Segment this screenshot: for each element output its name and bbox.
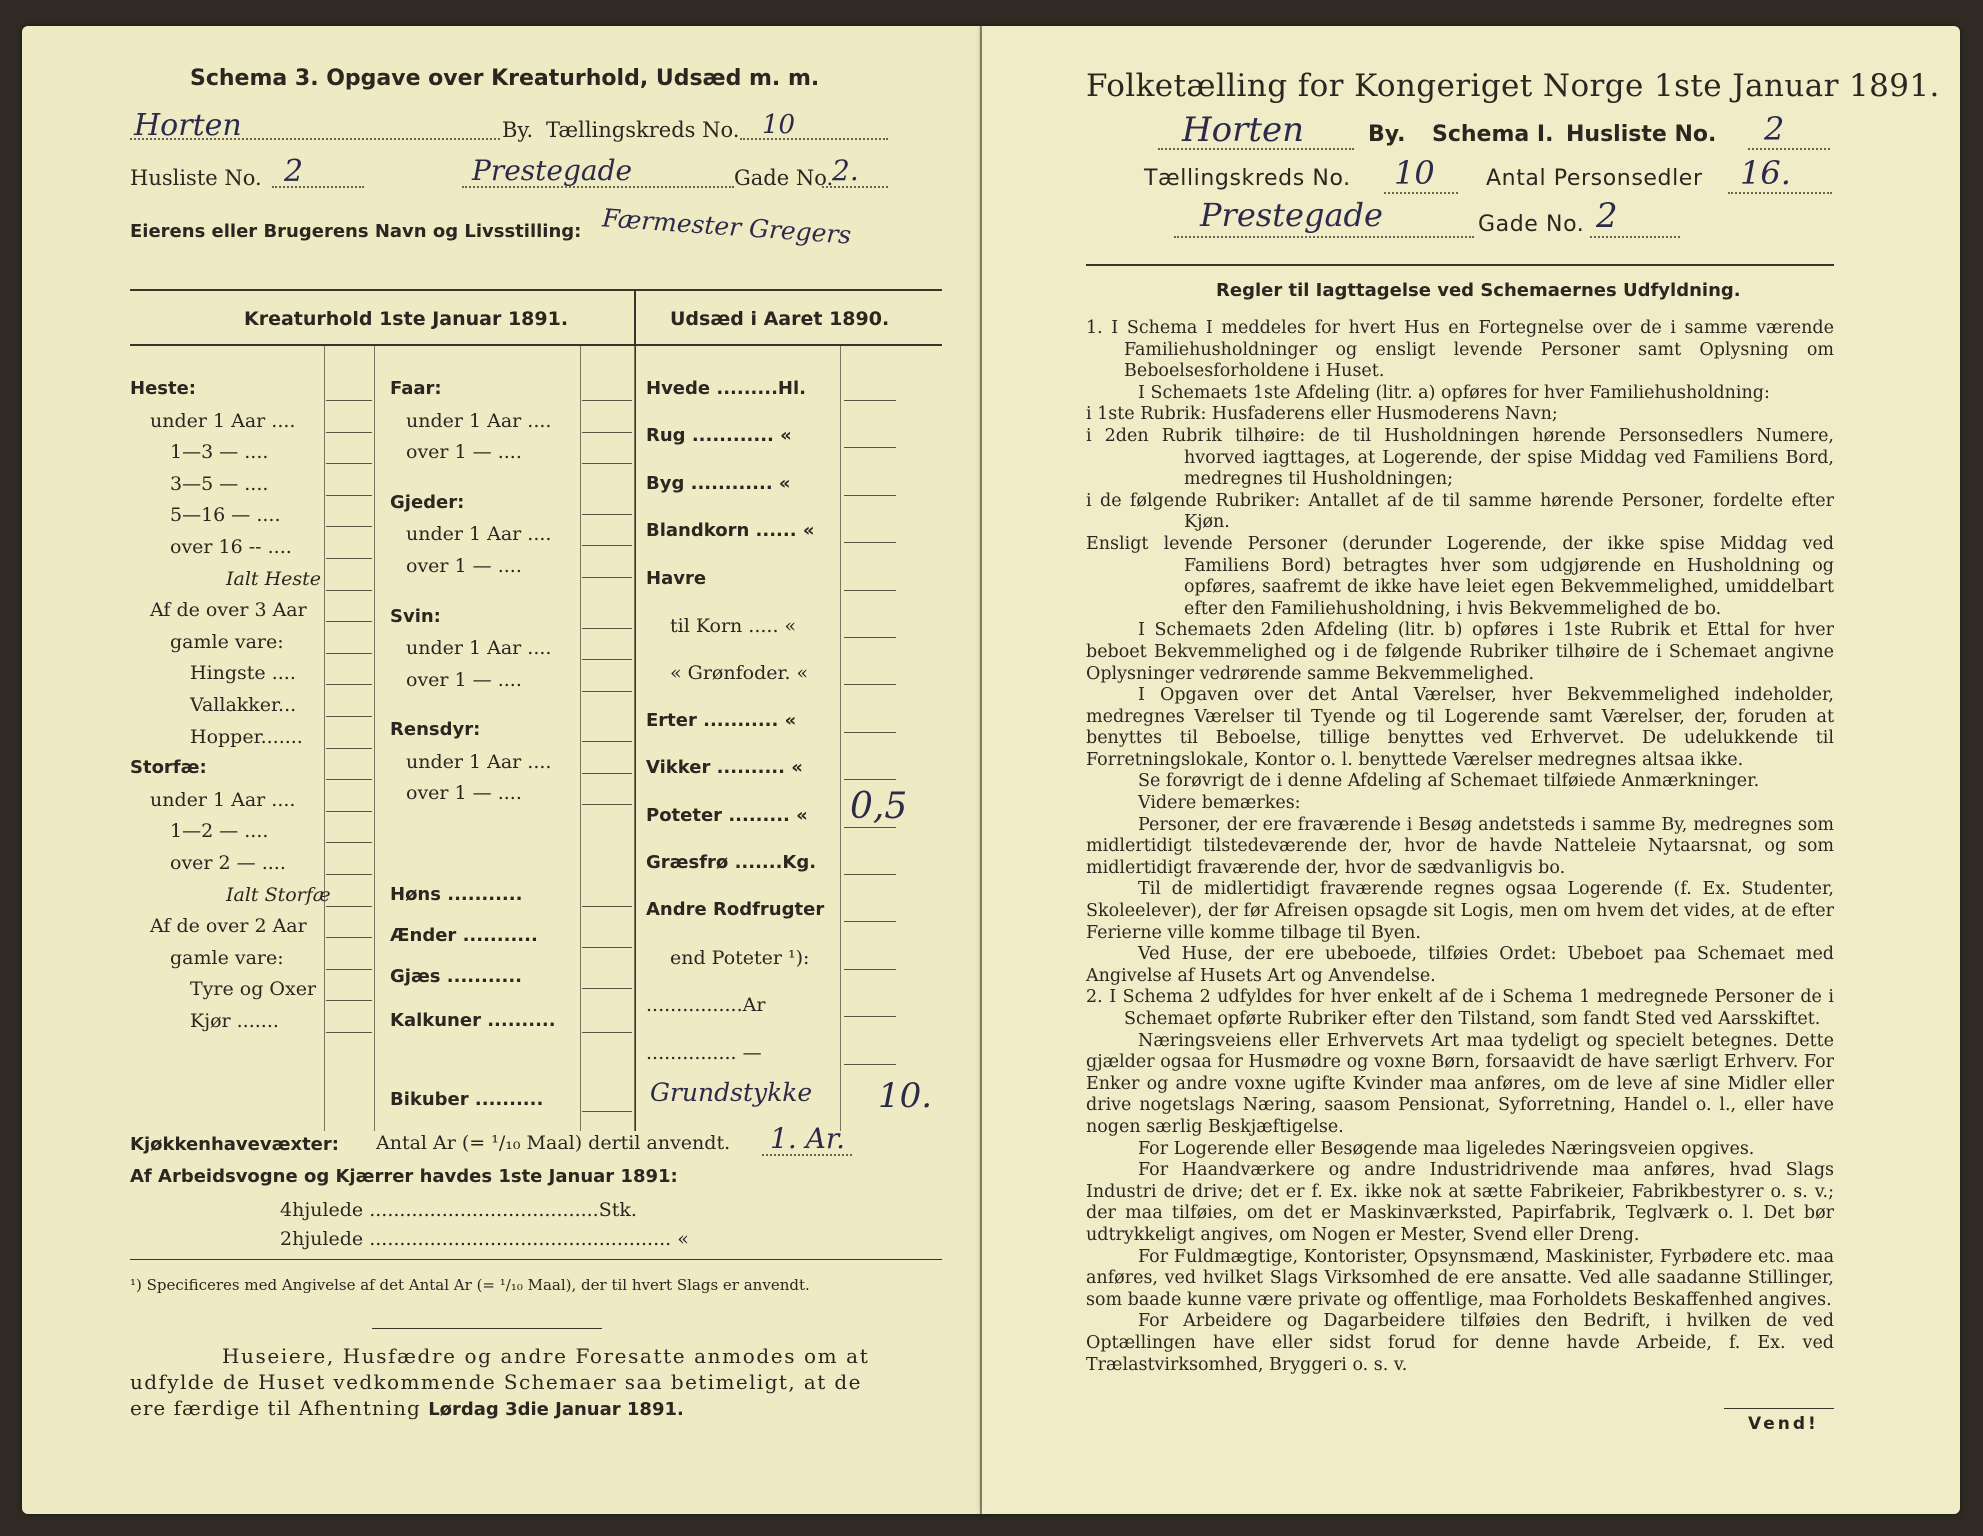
closing-line-3-text: ere færdige til Afhentning (130, 1396, 429, 1420)
rule-1-rubrik-2: i 2den Rubrik tilhøire: de til Husholdningen hørende Personsedlers Numere, hvorved iagttages, at Logerende, der spise Middag ved Familiens Bord, medregnes til Husholdningen; (1086, 425, 1834, 490)
udsaed-row: Rug ............ « (646, 425, 792, 447)
hjul4-row: 4hjulede ......................................Stk. (280, 1199, 637, 1221)
kreatur2-row: over 1 — .... (406, 441, 522, 464)
kreatur2-answer-line (582, 545, 632, 546)
rule-1-rubrik-1: i 1ste Rubrik: Husfaderens eller Husmoderens Navn; (1086, 404, 1558, 425)
udsaed-answer-line (844, 921, 896, 922)
kreatur2-row: Rensdyr: (390, 719, 481, 741)
kreatur1-row: gamle vare: (170, 630, 284, 653)
kreatur1-answer-line (326, 842, 372, 843)
closing-line-3 (130, 1396, 684, 1420)
gade-line (462, 186, 734, 188)
kreds-line (740, 138, 888, 140)
r-antal-line (1728, 192, 1832, 194)
right-page (982, 26, 1960, 1514)
r-kreds-line (1384, 192, 1458, 194)
udsaed-row: Havre (646, 567, 707, 589)
kreatur1-row: 5—16 — .... (170, 504, 281, 527)
kreatur1-row: Hopper....... (190, 725, 303, 748)
udsaed-row: Hvede .........Hl. (646, 378, 806, 399)
kreatur2-answer-line (582, 804, 632, 805)
udsaed-answer-line (844, 684, 896, 685)
kjokken-line (762, 1154, 852, 1156)
kreatur1-row: Hingste .... (190, 662, 296, 685)
rule-1-enslige: Ensligt levende Personer (derunder Logerende, der ikke spise Middag ved Familiens Bord) betragtes hver som udgjørende en Husholdning og opføres, saafremt de ikke have leiet egen Bekvemmelighed, umiddelbart efter den Familiehusholdning, i hvis Bekvemmelighed de bo. (1086, 533, 1834, 619)
kreatur1-answer-line (326, 906, 372, 907)
schema3-title: Schema 3. Opgave over Kreaturhold, Udsæd m. m. (190, 66, 820, 91)
gade-handwritten: Prestegade (472, 154, 633, 187)
kreatur2-row: Gjæs ........... (390, 965, 523, 987)
rule-1-logerende: Til de midlertidigt fraværende regnes ogsaa Logerende (f. Ex. Studenter, Skoleelever), der før Afreisen opsagde sit Logis, men om hvem det vides, at de efter Ferierne ville komme tilbage til Byen. (1086, 879, 1834, 943)
vend-rule (1724, 1408, 1834, 1409)
rule-1-ubeboet: Ved Huse, der ere ubeboede, tilføies Ordet: Ubeboet paa Schemaet med Angivelse af Husets Art og Anvendelse. (1086, 944, 1834, 986)
kreatur2-row: Svin: (390, 605, 441, 627)
footnote: ¹) Specificeres med Angivelse af det Antal Ar (= ¹/₁₀ Maal), der til hvert Slags er anvendt. (130, 1276, 810, 1294)
udsaed-answer-line (844, 495, 896, 496)
kjokken-handwritten: 1. Ar. (770, 1122, 846, 1155)
arbeids-label: Af Arbeidsvogne og Kjærrer havdes 1ste Januar 1891: (130, 1166, 678, 1187)
kreatur1-row: Af de over 2 Aar (150, 915, 307, 938)
r-by-handwritten: Horten (1182, 110, 1305, 150)
rule-2-logerende: For Logerende eller Besøgende maa ligeledes Næringsveien opgives. (1138, 1138, 1755, 1159)
gade-no-handwritten: 2. (832, 154, 859, 187)
kreatur2-answer-line (582, 773, 632, 774)
kreatur2-row: under 1 Aar .... (406, 523, 552, 546)
udsaed-row: ............... — (646, 1041, 762, 1064)
kreatur2-answer-line (582, 906, 632, 907)
kreatur2-row: over 1 — .... (406, 668, 522, 691)
udsaed-row: Erter ........... « (646, 709, 797, 731)
kreatur1-answer-line (326, 684, 372, 685)
kreatur1-answer-line (326, 1000, 372, 1001)
udsaed-row: Poteter ......... « (646, 804, 808, 826)
grund-handwritten: Grundstykke (650, 1078, 813, 1107)
husliste-handwritten: 2 (284, 154, 304, 189)
kreatur2-answer-line (582, 1032, 632, 1033)
col1-answer-right (374, 346, 375, 1131)
kreatur2-row: Ænder ........... (390, 924, 538, 946)
col2-answer-left (580, 346, 581, 1131)
census-title: Folketælling for Kongeriget Norge 1ste Januar 1891. (1086, 68, 1940, 104)
udsaed-row: Vikker .......... « (646, 757, 803, 779)
udsaed-answer-line (844, 1016, 896, 1017)
closing-rule (372, 1328, 602, 1329)
udsaed-row: Byg ............ « (646, 472, 791, 494)
kreatur1-row: 1—3 — .... (170, 441, 269, 464)
rule-1-vaerelser: I Opgaven over det Antal Værelser, hver Bekvemmelighed indeholder, medregnes Værelser til Tyende og til Logerende samt Værelser, der, foruden at benyttes til Beboelse, tillige benyttes ved Erhvervet. De udelukkende til Forretningslokale, Kontor o. l. benyttede Værelser medregnes altsaa ikke. (1086, 685, 1834, 770)
kreatur2-answer-line (582, 741, 632, 742)
rule-1-fravaerende: Personer, der ere fraværende i Besøg andetsteds i samme By, medregnes som midlertidigt tilstedeværende der, hvor de havde Natteleie Nytaarsnat, og som midlertidigt fraværende der, hvor de sædvanligvis bo. (1086, 814, 1834, 878)
r-gade-label: Gade No. (1478, 212, 1585, 237)
kreatur2-row: Høns ........... (390, 883, 523, 905)
col2-answer-right (634, 346, 635, 1131)
udsaed-header: Udsæd i Aaret 1890. (670, 308, 890, 330)
closing-date: Lørdag 3die Januar 1891. (428, 1399, 684, 1420)
r-husliste-label: Husliste No. (1566, 122, 1717, 147)
kreatur2-row: under 1 Aar .... (406, 637, 552, 660)
kreatur1-row: Tyre og Oxer (190, 978, 317, 1001)
grund-value-handwritten: 10. (878, 1076, 933, 1116)
rule-2-arbeidere: For Arbeidere og Dagarbeidere tilføies den Bedrift, i hvilken de ved Optællingen have eller sidst forud for denne havde Arbeide, f. Ex. ved Trælastvirksomhed, Bryggeri o. s. v. (1086, 1311, 1834, 1375)
rule-1-afdeling-b: I Schemaets 2den Afdeling (litr. b) opføres i 1ste Rubrik et Ettal for hver beboet Bekvemmelighed og i de følgende Rubriker tilhøire de i Schemaet angivne Oplysninger vedrørende samme Bekvemmelighed. (1086, 620, 1834, 684)
udsaed-row: Andre Rodfrugter (646, 899, 825, 921)
udsaed-answer-line (844, 732, 896, 733)
closing-line-2: udfylde de Huset vedkommende Schemaer saa betimeligt, at de (130, 1370, 862, 1394)
husliste-label: Husliste No. (130, 166, 262, 190)
r-gade-no-handwritten: 2 (1596, 196, 1618, 236)
udsaed-row: til Korn ..... « (670, 615, 797, 637)
kreatur1-row: over 16 -- .... (170, 536, 292, 558)
r-by-line (1158, 148, 1354, 150)
kreatur2-row: Gjeder: (390, 491, 465, 513)
udsaed-answer-line (844, 637, 896, 638)
kreatur1-answer-line (326, 558, 372, 559)
rule-2-fuldmaegtige: For Fuldmægtige, Kontorister, Opsynsmænd, Maskinister, Fyrbødere etc. maa anføres, ved hvilket Slags Virksomhed de ere ansatte. Ved alle saadanne Stillinger, som baade kunne være private og offentlige, maa Forholdets Beskaffenhed angives. (1086, 1246, 1834, 1310)
kreds-handwritten: 10 (762, 110, 796, 140)
kjokken-label: Kjøkkenhavevæxter: (130, 1134, 339, 1155)
r-title-rule (1086, 264, 1834, 266)
kreatur2-answer-line (582, 432, 632, 433)
kjokken-text: Antal Ar (= ¹/₁₀ Maal) dertil anvendt. (376, 1132, 731, 1154)
kreatur1-row: Kjør ....... (190, 1010, 279, 1032)
rule-2: 2. I Schema 2 udfyldes for hver enkelt af de i Schema 1 medregnede Personer de i Schemaet opførte Rubriker efter den Tilstand, som fandt Sted ved Aarsskiftet. (1086, 987, 1834, 1029)
kreatur1-row: 3—5 — .... (170, 472, 269, 495)
kreatur1-answer-line (326, 463, 372, 464)
rule-1-videre: Videre bemærkes: (1138, 793, 1301, 814)
udsaed-row: « Grønfoder. « (670, 662, 809, 685)
kreatur1-answer-line (326, 969, 372, 970)
rule-2-naering: Næringsveiens eller Erhvervets Art maa tydeligt og specielt betegnes. Dette gjælder ogsaa for Husmødre og voxne Børn, forsaavidt de have særligt Erhverv. For Enker og andre voxne ugifte Kvinder maa anføres, om de leve af sine Midler eller drive nogetslags Næring, saasom Pensionat, Syforretning, Handel o. l., eller have nogen særlig Beskjæftigelse. (1086, 1030, 1834, 1137)
rule-1-anmaerkninger: Se forøvrigt de i denne Afdeling af Schemaet tilføiede Anmærkninger. (1138, 771, 1760, 792)
by-label: By. (502, 118, 534, 142)
poteter-handwritten: 0,5 (850, 786, 908, 827)
kreatur2-answer-line (582, 514, 632, 515)
kreatur2-row: over 1 — .... (406, 782, 522, 805)
closing-line-1: Huseiere, Husfædre og andre Foresatte anmodes om at (222, 1344, 870, 1368)
col3-answer-left (840, 346, 841, 1131)
kreatur1-answer-line (326, 937, 372, 938)
regler-title: Regler til Iagttagelse ved Schemaernes Udfyldning. (1216, 280, 1741, 301)
kreatur1-row: under 1 Aar .... (150, 788, 296, 811)
kreatur1-row: Vallakker... (190, 694, 297, 716)
kreatur-header: Kreaturhold 1ste Januar 1891. (244, 308, 569, 330)
kreatur2-answer-line (582, 691, 632, 692)
regler-body (1086, 318, 1834, 1376)
udsaed-answer-line (844, 1064, 896, 1065)
col1-answer-left (324, 346, 325, 1131)
left-page (22, 26, 982, 1514)
kreatur1-row: Heste: (130, 378, 196, 399)
udsaed-row: end Poteter ¹): (670, 946, 810, 969)
kreatur1-answer-line (326, 716, 372, 717)
kreatur1-answer-line (326, 1032, 372, 1033)
r-kreds-label: Tællingskreds No. (1144, 166, 1351, 191)
r-by-label: By. (1368, 122, 1406, 147)
r-husliste-line (1748, 148, 1830, 150)
hjul2-row: 2hjulede .................................................. « (280, 1228, 689, 1250)
kreatur1-row: Af de over 3 Aar (150, 599, 307, 622)
kreatur2-row: under 1 Aar .... (406, 409, 552, 432)
vend-label: Vend! (1748, 1414, 1819, 1434)
header-top-rule (130, 289, 942, 291)
kreatur1-row: over 2 — .... (170, 852, 286, 874)
kreatur1-answer-line (326, 495, 372, 496)
kreatur1-row: under 1 Aar .... (150, 409, 296, 432)
kreatur2-answer-line (582, 659, 632, 660)
footnote-rule (130, 1259, 942, 1260)
kreatur1-answer-line (326, 653, 372, 654)
kreatur2-answer-line (582, 1111, 632, 1112)
husliste-line (272, 186, 364, 188)
r-husliste-handwritten: 2 (1764, 110, 1785, 148)
r-gade-no-line (1590, 236, 1680, 238)
udsaed-row: ................Ar (646, 994, 766, 1017)
kreatur2-row: under 1 Aar .... (406, 750, 552, 773)
kreatur1-answer-line (326, 811, 372, 812)
eier-label: Eierens eller Brugerens Navn og Livsstilling: (130, 221, 582, 242)
kreatur1-answer-line (326, 432, 372, 433)
kreatur2-row: Kalkuner .......... (390, 1010, 556, 1031)
kreatur2-answer-line (582, 463, 632, 464)
udsaed-row: Blandkorn ...... « (646, 520, 815, 542)
udsaed-answer-line (844, 542, 896, 543)
kreatur1-row: gamle vare: (170, 946, 284, 969)
kreatur1-answer-line (326, 590, 372, 591)
udsaed-answer-line (844, 400, 896, 401)
kreatur1-answer-line (326, 621, 372, 622)
r-antal-label: Antal Personsedler (1486, 166, 1703, 191)
kreatur1-answer-line (326, 874, 372, 875)
rule-2-haandvaerkere: For Haandværkere og andre Industridrivende maa anføres, hvad Slags Industri de drive; det er f. Ex. ikke nok at sætte Fabrikeier, Fabrikbestyrer o. s. v.; der maa tilføies, om det er Maskinværksted, Papirfabrik, Teglværk o. l. Det bør udtrykkeligt angives, om Nogen er Mester, Svend eller Dreng. (1086, 1160, 1834, 1245)
rule-1-afdeling-a: I Schemaets 1ste Afdeling (litr. a) opføres for hver Familiehusholdning: (1138, 382, 1770, 403)
kreatur1-answer-line (326, 400, 372, 401)
kreds-label: Tællingskreds No. (546, 118, 740, 142)
kreatur1-row: Ialt Heste (226, 567, 322, 590)
by-line (130, 138, 500, 140)
rule-1-rubriker: i de følgende Rubriker: Antallet af de til samme hørende Personer, fordelte efter Kjøn. (1086, 490, 1834, 533)
r-gade-line (1174, 236, 1474, 238)
kreatur2-answer-line (582, 947, 632, 948)
udsaed-row: Græsfrø .......Kg. (646, 852, 817, 873)
udsaed-answer-line (844, 874, 896, 875)
by-handwritten: Horten (134, 108, 242, 143)
kreatur1-answer-line (326, 526, 372, 527)
eier-handwritten: Færmester Gregers (601, 203, 853, 250)
gade-no-line (822, 186, 888, 188)
udsaed-answer-line (844, 590, 896, 591)
kreatur1-row: 1—2 — .... (170, 820, 269, 843)
udsaed-answer-line (844, 969, 896, 970)
udsaed-answer-line (844, 447, 896, 448)
kreatur1-row: Storfæ: (130, 757, 207, 779)
kreatur1-answer-line (326, 748, 372, 749)
kreatur2-answer-line (582, 400, 632, 401)
kreatur2-row: Bikuber .......... (390, 1089, 544, 1110)
kreatur1-row: Ialt Storfæ (226, 883, 331, 906)
r-gade-handwritten: Prestegade (1200, 196, 1383, 234)
r-schema-label: Schema I. (1432, 122, 1554, 147)
rule-1: 1. I Schema I meddeles for hvert Hus en Fortegnelse over de i samme værende Familiehusholdninger og ensligt levende Personer samt Oplysning om Beboelsesforholdene i Huset. (1086, 318, 1834, 382)
kreatur2-row: over 1 — .... (406, 554, 522, 577)
kreatur2-row: Faar: (390, 378, 442, 399)
header-bottom-rule (130, 344, 942, 346)
udsaed-answer-line (844, 779, 896, 780)
kreatur1-answer-line (326, 779, 372, 780)
kreatur2-answer-line (582, 577, 632, 578)
r-kreds-handwritten: 10 (1394, 154, 1435, 192)
kreatur2-answer-line (582, 628, 632, 629)
r-antal-handwritten: 16. (1740, 154, 1791, 192)
kreatur2-answer-line (582, 988, 632, 989)
gade-label: Gade No. (734, 166, 834, 190)
